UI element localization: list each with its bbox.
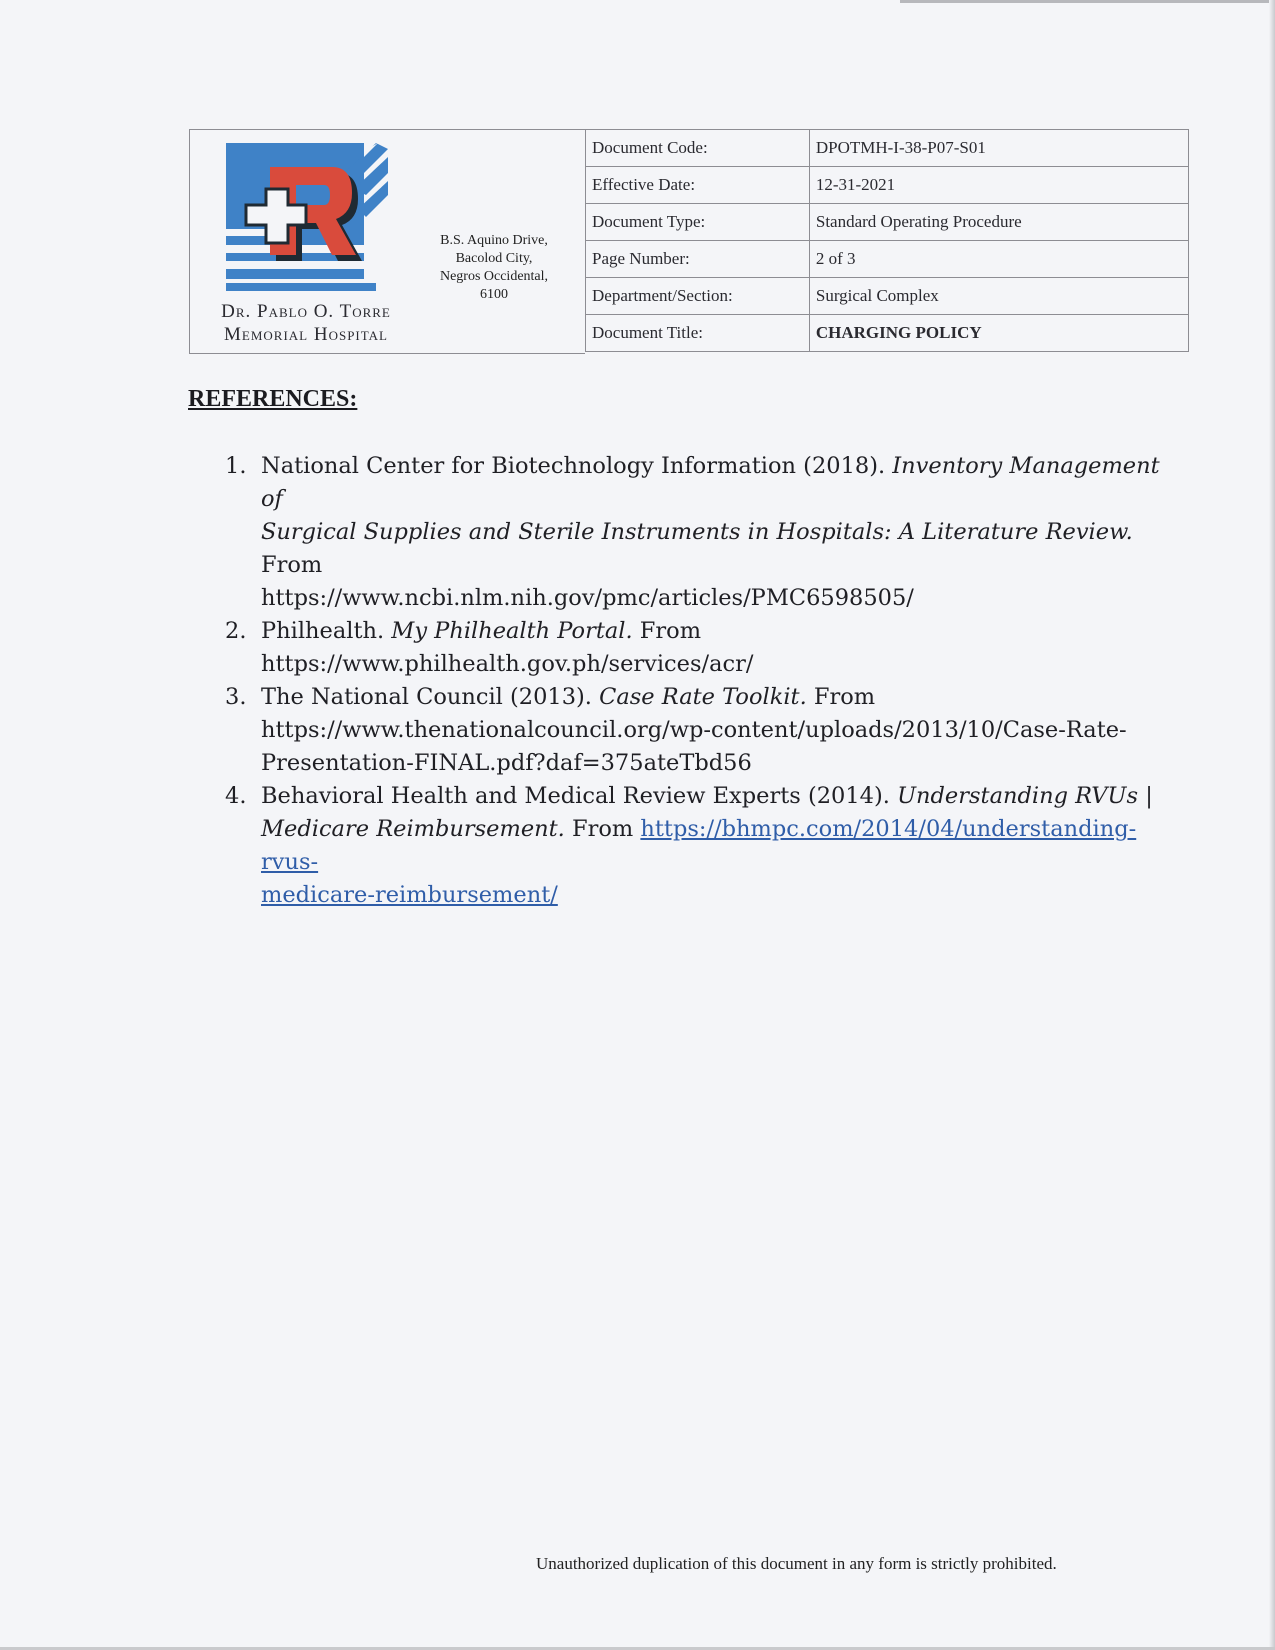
reference-link[interactable]: medicare-reimbursement/ <box>261 882 558 908</box>
hospital-name <box>190 300 422 346</box>
reference-text: National Center for Biotechnology Information (2018). <box>261 453 893 479</box>
reference-number: 4. <box>225 783 247 809</box>
reference-text: Behavioral Health and Medical Review Experts (2014). <box>261 783 898 809</box>
field-label: Department/Section: <box>586 278 810 315</box>
reference-title: Inventory Management of <box>261 453 1160 512</box>
reference-title: My Philhealth Portal. <box>391 618 633 644</box>
field-label: Document Code: <box>586 130 810 167</box>
info-row-document-type <box>586 204 1189 241</box>
reference-line <box>261 747 1180 780</box>
address-line: Bacolod City, <box>455 251 533 266</box>
hospital-name-line1: Dr. Pablo O. Torre <box>221 301 391 322</box>
reference-line <box>261 582 1180 615</box>
reference-text: From <box>806 684 876 710</box>
address-line: Negros Occidental, <box>439 269 549 284</box>
reference-number: 2. <box>225 618 247 644</box>
address-line: B.S. Aquino Drive, <box>440 233 548 248</box>
info-row-document-title <box>586 315 1189 352</box>
reference-line <box>261 681 1180 714</box>
document-header <box>189 129 1189 356</box>
references-list <box>220 450 1180 912</box>
reference-line <box>261 450 1180 516</box>
reference-line <box>261 516 1180 582</box>
field-value: Surgical Complex <box>809 278 1188 315</box>
logo-panel <box>189 129 585 354</box>
reference-title: Understanding RVUs | <box>897 783 1153 809</box>
reference-text: From https://www.philhealth.gov.ph/services/acr/ <box>261 618 754 677</box>
reference-item-4 <box>220 780 1180 912</box>
field-label: Effective Date: <box>586 167 810 204</box>
address-line: 6100 <box>480 287 508 302</box>
reference-url: Presentation-FINAL.pdf?daf=375ateTbd56 <box>261 750 752 776</box>
field-value: CHARGING POLICY <box>809 315 1188 352</box>
field-value: Standard Operating Procedure <box>809 204 1188 241</box>
reference-item-3 <box>220 681 1180 780</box>
reference-link[interactable]: https://bhmpc.com/2014/04/understanding-rvus- <box>261 816 1137 875</box>
reference-title: Case Rate Toolkit. <box>599 684 807 710</box>
info-row-page-number <box>586 241 1189 278</box>
document-info-table <box>585 129 1189 352</box>
reference-line <box>261 813 1180 879</box>
scan-edge-right <box>1269 0 1275 1650</box>
reference-text: From <box>261 552 323 578</box>
reference-item-2 <box>220 615 1180 681</box>
reference-text: Philhealth. <box>261 618 392 644</box>
reference-number: 1. <box>225 453 247 479</box>
field-label: Page Number: <box>586 241 810 278</box>
references-heading: REFERENCES: <box>188 386 358 412</box>
reference-line <box>261 714 1180 747</box>
footer-notice: Unauthorized duplication of this document in any form is strictly prohibited. <box>536 1554 1057 1573</box>
field-value: 12-31-2021 <box>809 167 1188 204</box>
hospital-logo <box>226 143 388 293</box>
reference-url: https://www.ncbi.nlm.nih.gov/pmc/articles/PMC6598505/ <box>261 585 914 611</box>
reference-number: 3. <box>225 684 247 710</box>
reference-line <box>261 879 1180 912</box>
reference-title: Surgical Supplies and Sterile Instruments in Hospitals: A Literature Review. <box>261 519 1133 545</box>
reference-line <box>261 615 1180 681</box>
info-row-effective-date <box>586 167 1189 204</box>
reference-title: Medicare Reimbursement. <box>261 816 565 842</box>
info-row-document-code <box>586 130 1189 167</box>
scan-edge-top <box>900 0 1275 3</box>
field-value: DPOTMH-I-38-P07-S01 <box>809 130 1188 167</box>
hospital-address <box>415 232 573 304</box>
hospital-name-line2: Memorial Hospital <box>224 324 388 345</box>
field-label: Document Type: <box>586 204 810 241</box>
reference-line <box>261 780 1180 813</box>
reference-item-1 <box>220 450 1180 615</box>
reference-text: From <box>564 816 641 842</box>
reference-text: The National Council (2013). <box>261 684 600 710</box>
field-label: Document Title: <box>586 315 810 352</box>
info-row-department <box>586 278 1189 315</box>
field-value: 2 of 3 <box>809 241 1188 278</box>
reference-url: https://www.thenationalcouncil.org/wp-content/uploads/2013/10/Case-Rate- <box>261 717 1127 743</box>
